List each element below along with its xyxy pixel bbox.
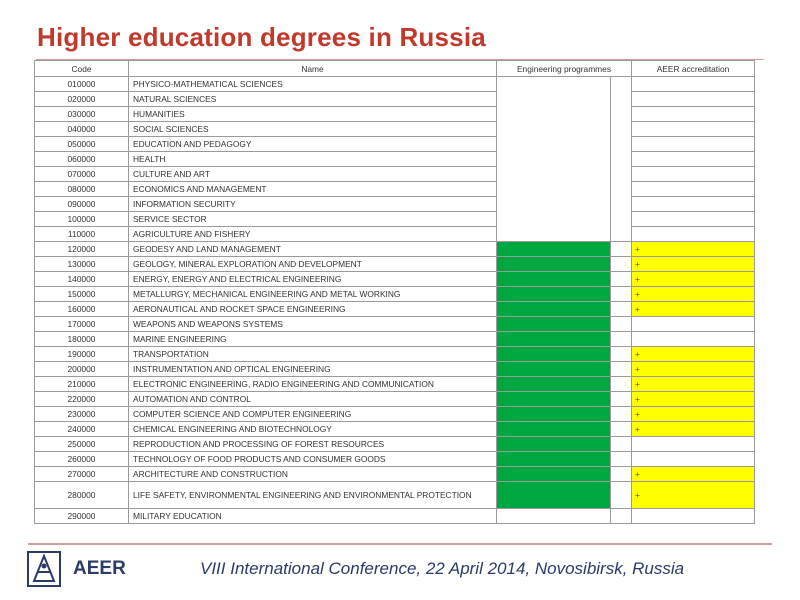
cell-aeer <box>632 137 755 152</box>
table-body <box>35 77 755 524</box>
cell-name: AERONAUTICAL AND ROCKET SPACE ENGINEERING <box>129 302 497 317</box>
header-code: Code <box>35 61 129 77</box>
table-row <box>35 107 755 122</box>
cell-aeer <box>632 182 755 197</box>
cell-aeer <box>632 122 755 137</box>
footer-conference: VIII International Conference, 22 April 2014, Novosibirsk, Russia <box>200 559 685 578</box>
cell-engineering-extra <box>611 77 632 92</box>
cell-name: AUTOMATION AND CONTROL <box>129 392 497 407</box>
cell-name: TRANSPORTATION <box>129 347 497 362</box>
cell-name: MARINE ENGINEERING <box>129 332 497 347</box>
cell-engineering-extra <box>611 407 632 422</box>
cell-code: 040000 <box>35 122 129 137</box>
cell-code: 060000 <box>35 152 129 167</box>
cell-engineering-extra <box>611 509 632 524</box>
cell-engineering <box>497 152 611 167</box>
table-row <box>35 227 755 242</box>
cell-engineering <box>497 407 611 422</box>
cell-name: REPRODUCTION AND PROCESSING OF FOREST RESOURCES <box>129 437 497 452</box>
cell-engineering <box>497 242 611 257</box>
cell-aeer <box>632 332 755 347</box>
footer-divider <box>28 543 772 545</box>
table-row <box>35 302 755 317</box>
cell-name: HUMANITIES <box>129 107 497 122</box>
cell-aeer: + <box>632 242 755 257</box>
cell-engineering-extra <box>611 182 632 197</box>
cell-aeer <box>632 152 755 167</box>
table-row <box>35 242 755 257</box>
cell-code: 200000 <box>35 362 129 377</box>
cell-name: CHEMICAL ENGINEERING AND BIOTECHNOLOGY <box>129 422 497 437</box>
table-row <box>35 257 755 272</box>
cell-name: EDUCATION AND PEDAGOGY <box>129 137 497 152</box>
cell-code: 160000 <box>35 302 129 317</box>
cell-aeer: + <box>632 377 755 392</box>
cell-engineering <box>497 182 611 197</box>
cell-engineering-extra <box>611 302 632 317</box>
cell-aeer <box>632 107 755 122</box>
table-row <box>35 392 755 407</box>
cell-name: ARCHITECTURE AND CONSTRUCTION <box>129 467 497 482</box>
cell-engineering <box>497 197 611 212</box>
cell-engineering <box>497 77 611 92</box>
cell-engineering-extra <box>611 437 632 452</box>
table-row <box>35 317 755 332</box>
cell-code: 260000 <box>35 452 129 467</box>
cell-engineering <box>497 227 611 242</box>
cell-engineering-extra <box>611 467 632 482</box>
cell-engineering-extra <box>611 287 632 302</box>
cell-engineering <box>497 107 611 122</box>
cell-engineering-extra <box>611 392 632 407</box>
table-row <box>35 377 755 392</box>
cell-code: 230000 <box>35 407 129 422</box>
cell-name: AGRICULTURE AND FISHERY <box>129 227 497 242</box>
cell-code: 170000 <box>35 317 129 332</box>
cell-code: 140000 <box>35 272 129 287</box>
cell-code: 050000 <box>35 137 129 152</box>
cell-aeer <box>632 212 755 227</box>
cell-code: 080000 <box>35 182 129 197</box>
table-row <box>35 509 755 524</box>
table-row <box>35 287 755 302</box>
table-header-row <box>35 61 755 77</box>
cell-engineering-extra <box>611 122 632 137</box>
cell-aeer: + <box>632 347 755 362</box>
cell-code: 130000 <box>35 257 129 272</box>
cell-code: 150000 <box>35 287 129 302</box>
degrees-table-container <box>34 60 755 524</box>
cell-code: 280000 <box>35 482 129 509</box>
table-row <box>35 77 755 92</box>
cell-aeer <box>632 452 755 467</box>
cell-engineering <box>497 422 611 437</box>
cell-engineering-extra <box>611 452 632 467</box>
cell-name: ELECTRONIC ENGINEERING, RADIO ENGINEERING AND COMMUNICATION <box>129 377 497 392</box>
cell-engineering <box>497 137 611 152</box>
cell-engineering <box>497 482 611 509</box>
cell-engineering-extra <box>611 167 632 182</box>
slide-title: Higher education degrees in Russia <box>37 22 486 52</box>
cell-engineering-extra <box>611 212 632 227</box>
cell-name: CULTURE AND ART <box>129 167 497 182</box>
cell-engineering-extra <box>611 92 632 107</box>
cell-code: 210000 <box>35 377 129 392</box>
cell-engineering <box>497 377 611 392</box>
cell-aeer <box>632 227 755 242</box>
table-row <box>35 197 755 212</box>
cell-engineering-extra <box>611 272 632 287</box>
table-row <box>35 467 755 482</box>
table-row <box>35 167 755 182</box>
table-row <box>35 482 755 509</box>
table-row <box>35 182 755 197</box>
table-row <box>35 362 755 377</box>
cell-engineering <box>497 437 611 452</box>
cell-aeer <box>632 509 755 524</box>
cell-engineering-extra <box>611 332 632 347</box>
cell-aeer: + <box>632 392 755 407</box>
table-row <box>35 452 755 467</box>
cell-aeer <box>632 437 755 452</box>
cell-engineering-extra <box>611 377 632 392</box>
cell-engineering <box>497 392 611 407</box>
cell-engineering <box>497 272 611 287</box>
cell-name: TECHNOLOGY OF FOOD PRODUCTS AND CONSUMER GOODS <box>129 452 497 467</box>
header-engineering: Engineering programmes <box>497 61 632 77</box>
cell-engineering-extra <box>611 242 632 257</box>
cell-code: 030000 <box>35 107 129 122</box>
cell-engineering-extra <box>611 482 632 509</box>
cell-name: SOCIAL SCIENCES <box>129 122 497 137</box>
cell-engineering <box>497 332 611 347</box>
cell-name: INFORMATION SECURITY <box>129 197 497 212</box>
cell-engineering <box>497 92 611 107</box>
cell-aeer <box>632 92 755 107</box>
cell-engineering-extra <box>611 257 632 272</box>
cell-code: 010000 <box>35 77 129 92</box>
cell-engineering <box>497 287 611 302</box>
cell-engineering <box>497 122 611 137</box>
cell-name: LIFE SAFETY, ENVIRONMENTAL ENGINEERING AND ENVIRONMENTAL PROTECTION <box>129 482 497 509</box>
table-row <box>35 272 755 287</box>
cell-aeer <box>632 197 755 212</box>
cell-aeer: + <box>632 272 755 287</box>
cell-code: 240000 <box>35 422 129 437</box>
cell-aeer: + <box>632 482 755 509</box>
cell-aeer <box>632 317 755 332</box>
table-row <box>35 212 755 227</box>
table-row <box>35 137 755 152</box>
table-row <box>35 422 755 437</box>
cell-name: WEAPONS AND WEAPONS SYSTEMS <box>129 317 497 332</box>
cell-name: HEALTH <box>129 152 497 167</box>
header-name: Name <box>129 61 497 77</box>
cell-aeer: + <box>632 287 755 302</box>
cell-name: GEODESY AND LAND MANAGEMENT <box>129 242 497 257</box>
cell-aeer: + <box>632 422 755 437</box>
cell-code: 120000 <box>35 242 129 257</box>
table-row <box>35 437 755 452</box>
cell-engineering-extra <box>611 227 632 242</box>
cell-engineering-extra <box>611 152 632 167</box>
cell-engineering-extra <box>611 107 632 122</box>
aeer-logo-icon <box>27 551 61 587</box>
cell-code: 270000 <box>35 467 129 482</box>
cell-engineering <box>497 317 611 332</box>
table-row <box>35 92 755 107</box>
header-aeer: AEER accreditation <box>632 61 755 77</box>
cell-code: 110000 <box>35 227 129 242</box>
cell-name: ECONOMICS AND MANAGEMENT <box>129 182 497 197</box>
cell-name: SERVICE SECTOR <box>129 212 497 227</box>
cell-code: 070000 <box>35 167 129 182</box>
cell-name: ENERGY, ENERGY AND ELECTRICAL ENGINEERING <box>129 272 497 287</box>
cell-code: 100000 <box>35 212 129 227</box>
cell-name: METALLURGY, MECHANICAL ENGINEERING AND METAL WORKING <box>129 287 497 302</box>
cell-code: 090000 <box>35 197 129 212</box>
cell-name: PHYSICO-MATHEMATICAL SCIENCES <box>129 77 497 92</box>
cell-aeer <box>632 167 755 182</box>
table-row <box>35 332 755 347</box>
degrees-table <box>34 60 755 524</box>
cell-engineering <box>497 362 611 377</box>
cell-engineering <box>497 347 611 362</box>
cell-code: 020000 <box>35 92 129 107</box>
cell-engineering-extra <box>611 362 632 377</box>
cell-engineering <box>497 257 611 272</box>
cell-name: NATURAL SCIENCES <box>129 92 497 107</box>
table-row <box>35 122 755 137</box>
cell-aeer: + <box>632 467 755 482</box>
table-row <box>35 407 755 422</box>
footer-brand: AEER <box>73 558 126 579</box>
cell-code: 250000 <box>35 437 129 452</box>
cell-aeer: + <box>632 302 755 317</box>
cell-name: INSTRUMENTATION AND OPTICAL ENGINEERING <box>129 362 497 377</box>
cell-engineering <box>497 452 611 467</box>
cell-engineering <box>497 302 611 317</box>
cell-engineering-extra <box>611 197 632 212</box>
cell-name: GEOLOGY, MINERAL EXPLORATION AND DEVELOPMENT <box>129 257 497 272</box>
cell-code: 220000 <box>35 392 129 407</box>
cell-engineering <box>497 212 611 227</box>
cell-name: COMPUTER SCIENCE AND COMPUTER ENGINEERING <box>129 407 497 422</box>
cell-engineering-extra <box>611 137 632 152</box>
cell-aeer: + <box>632 257 755 272</box>
cell-code: 290000 <box>35 509 129 524</box>
cell-aeer: + <box>632 407 755 422</box>
table-row <box>35 347 755 362</box>
cell-code: 190000 <box>35 347 129 362</box>
cell-engineering <box>497 467 611 482</box>
cell-engineering <box>497 509 611 524</box>
cell-name: MILITARY EDUCATION <box>129 509 497 524</box>
cell-engineering-extra <box>611 347 632 362</box>
cell-engineering <box>497 167 611 182</box>
cell-aeer <box>632 77 755 92</box>
cell-engineering-extra <box>611 422 632 437</box>
cell-code: 180000 <box>35 332 129 347</box>
cell-aeer: + <box>632 362 755 377</box>
table-row <box>35 152 755 167</box>
cell-engineering-extra <box>611 317 632 332</box>
